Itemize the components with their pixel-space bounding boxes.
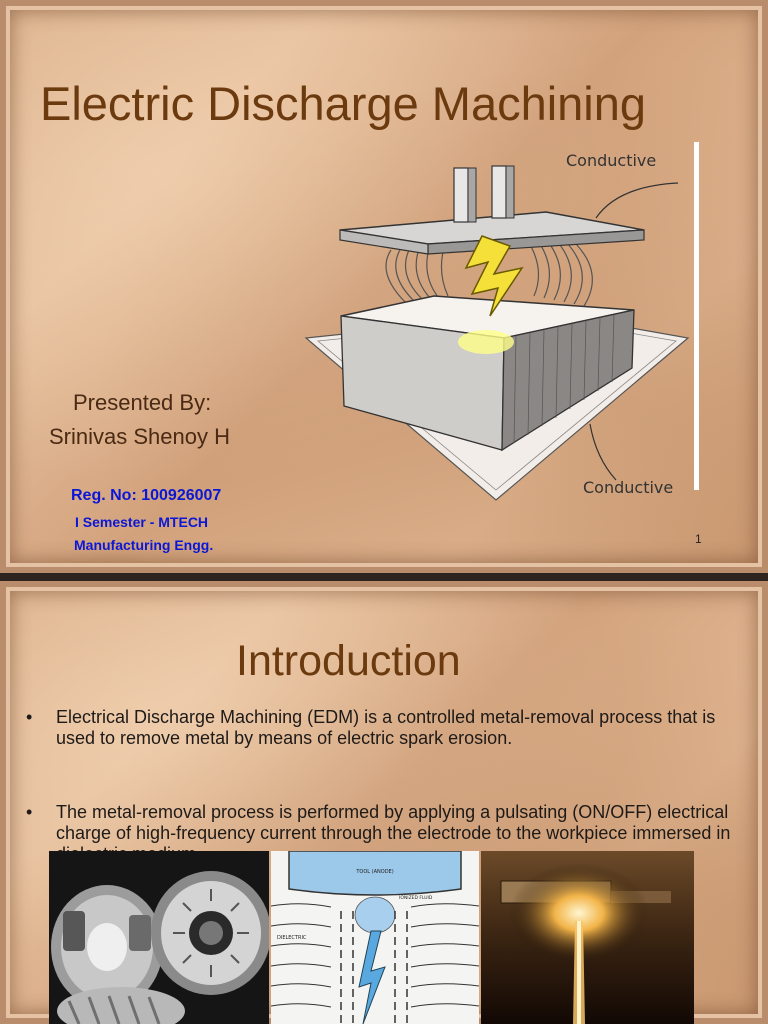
- presented-by-label: Presented By:: [73, 390, 212, 415]
- page-number: 1: [695, 532, 702, 546]
- vertical-divider: [694, 142, 699, 490]
- semester-info: I Semester - MTECH: [75, 514, 209, 530]
- conductive-label-top: Conductive: [566, 151, 657, 170]
- spark-gap-schematic: [271, 851, 479, 1024]
- bullet-item: [26, 707, 736, 749]
- bullet-text: Electrical Discharge Machining (EDM) is a controlled metal-removal process that is used to remove metal by means of electric spark erosion.: [56, 707, 716, 748]
- bullet-marker: •: [26, 707, 33, 727]
- presenter-name: Srinivas Shenoy H: [49, 424, 230, 449]
- edm-spark-diagram: [296, 138, 706, 516]
- spark-machining-photo: [481, 851, 694, 1024]
- svg-text:TOOL (ANODE): TOOL (ANODE): [356, 869, 394, 875]
- spark-glow: [458, 330, 514, 354]
- slide-title: Introduction: [236, 637, 461, 685]
- slide-title: Electric Discharge Machining: [40, 77, 647, 130]
- edm-parts-photo: [49, 851, 269, 1024]
- bullet-text: The metal-removal process is performed by applying a pulsating (ON/OFF) electrical charge of high-frequency current through the electrode to the workpiece immersed in: [56, 802, 731, 843]
- registration-number: Reg. No: 100926007: [71, 487, 222, 504]
- svg-text:DIELECTRIC: DIELECTRIC: [277, 935, 307, 941]
- department-info: Manufacturing Engg.: [74, 537, 214, 553]
- svg-text:IONIZED FLUID: IONIZED FLUID: [399, 896, 433, 901]
- bullet-marker: •: [26, 802, 33, 822]
- introduction-slide: [0, 581, 768, 1024]
- conductive-label-bottom: Conductive: [583, 478, 674, 497]
